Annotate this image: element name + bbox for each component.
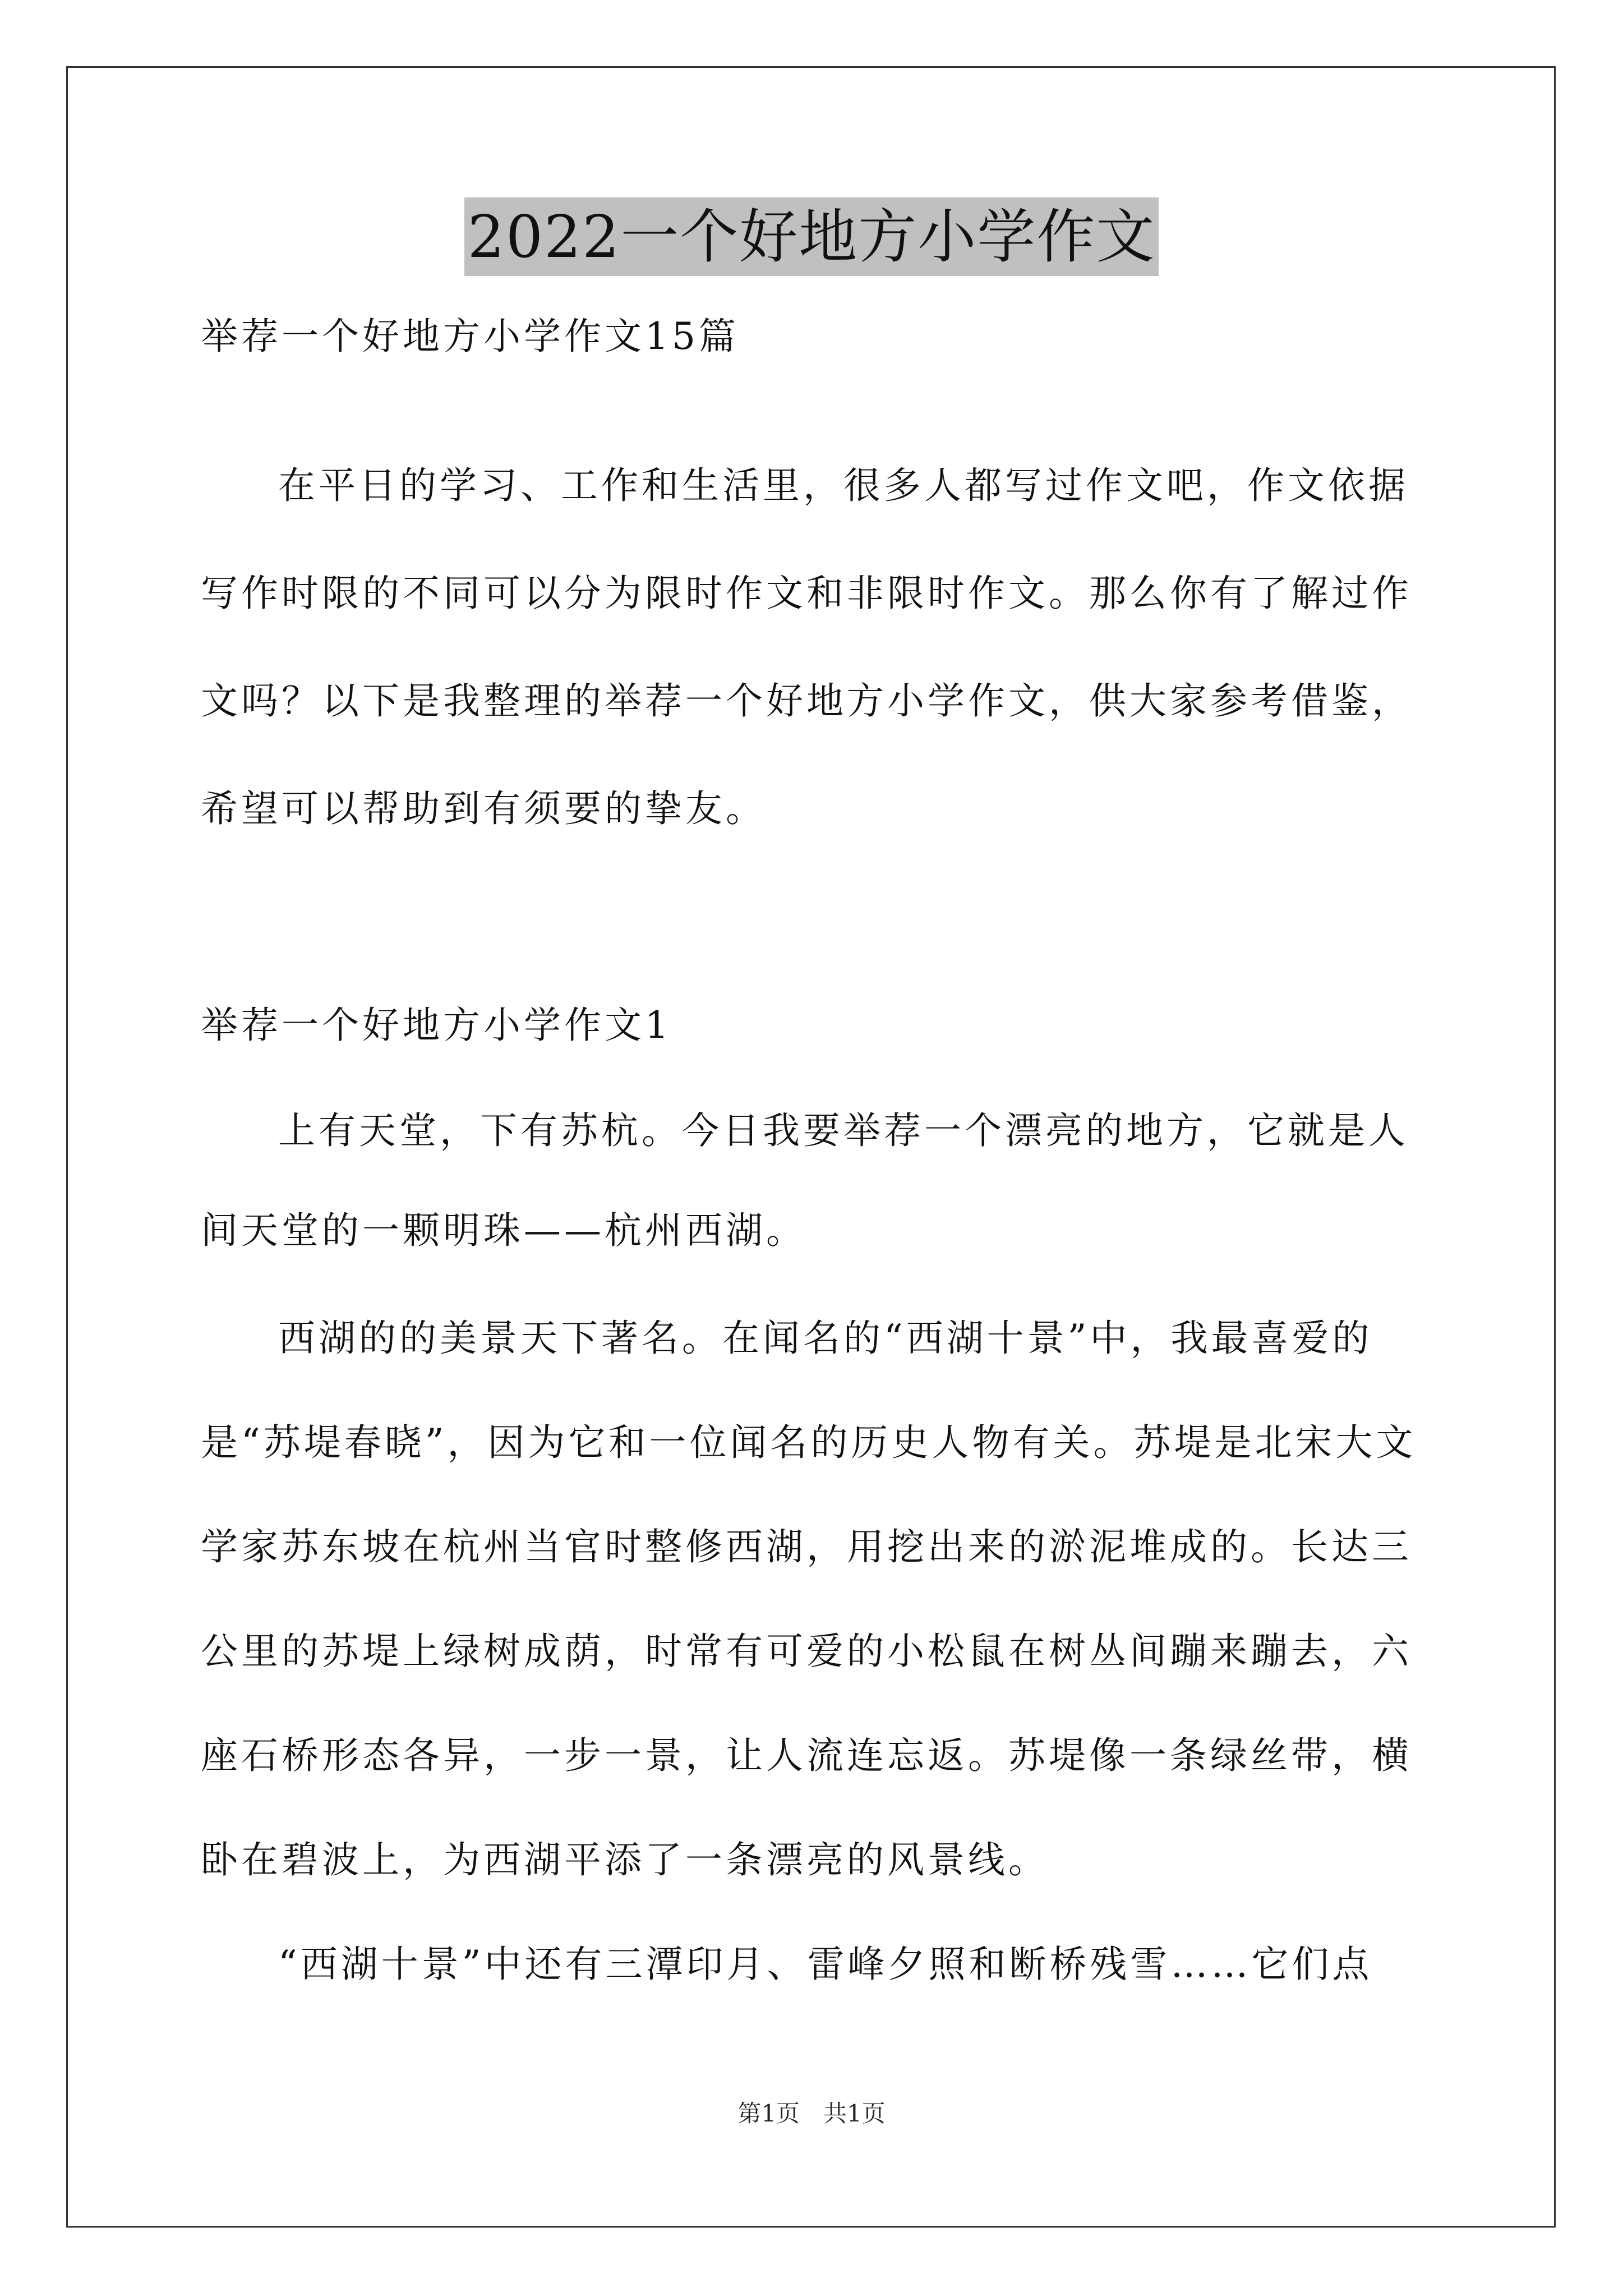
intro-line-4: 希望可以帮助到有须要的挚友。 xyxy=(201,787,766,830)
intro-line-2: 写作时限的不同可以分为限时作文和非限时作文。那么你有了解过作 xyxy=(201,572,1412,615)
para2-line-4: 公里的苏堤上绿树成荫，时常有可爱的小松鼠在树丛间蹦来蹦去，六 xyxy=(201,1630,1412,1673)
section-heading: 举荐一个好地方小学作文1 xyxy=(201,1004,672,1047)
para2-line-1: 西湖的的美景天下著名。在闻名的“西湖十景”中，我最喜爱的 xyxy=(278,1317,1373,1360)
page-footer: 第1页 共1页 xyxy=(737,2100,886,2127)
para2-line-5: 座石桥形态各异，一步一景，让人流连忘返。苏堤像一条绿丝带，横 xyxy=(201,1734,1412,1777)
document-subtitle: 举荐一个好地方小学作文15篇 xyxy=(201,315,739,358)
intro-line-3: 文吗？以下是我整理的举荐一个好地方小学作文，供大家参考借鉴， xyxy=(201,679,1412,723)
para2-line-2: 是“苏堤春晓”，因为它和一位闻名的历史人物有关。苏堤是北宋大文 xyxy=(201,1421,1417,1464)
title-container xyxy=(0,197,1623,276)
para2-line-6: 卧在碧波上，为西湖平添了一条漂亮的风景线。 xyxy=(201,1838,1049,1881)
para1-line-2: 间天堂的一颗明珠——杭州西湖。 xyxy=(201,1209,806,1252)
intro-line-1: 在平日的学习、工作和生活里，很多人都写过作文吧，作文依据 xyxy=(278,464,1409,507)
para2-line-3: 学家苏东坡在杭州当官时整修西湖，用挖出来的淤泥堆成的。长达三 xyxy=(201,1525,1412,1568)
para1-line-1: 上有天堂，下有苏杭。今日我要举荐一个漂亮的地方，它就是人 xyxy=(278,1109,1409,1152)
para3-line-1: “西湖十景”中还有三潭印月、雷峰夕照和断桥残雪……它们点 xyxy=(278,1943,1373,1986)
document-title: 2022一个好地方小学作文 xyxy=(464,197,1159,276)
